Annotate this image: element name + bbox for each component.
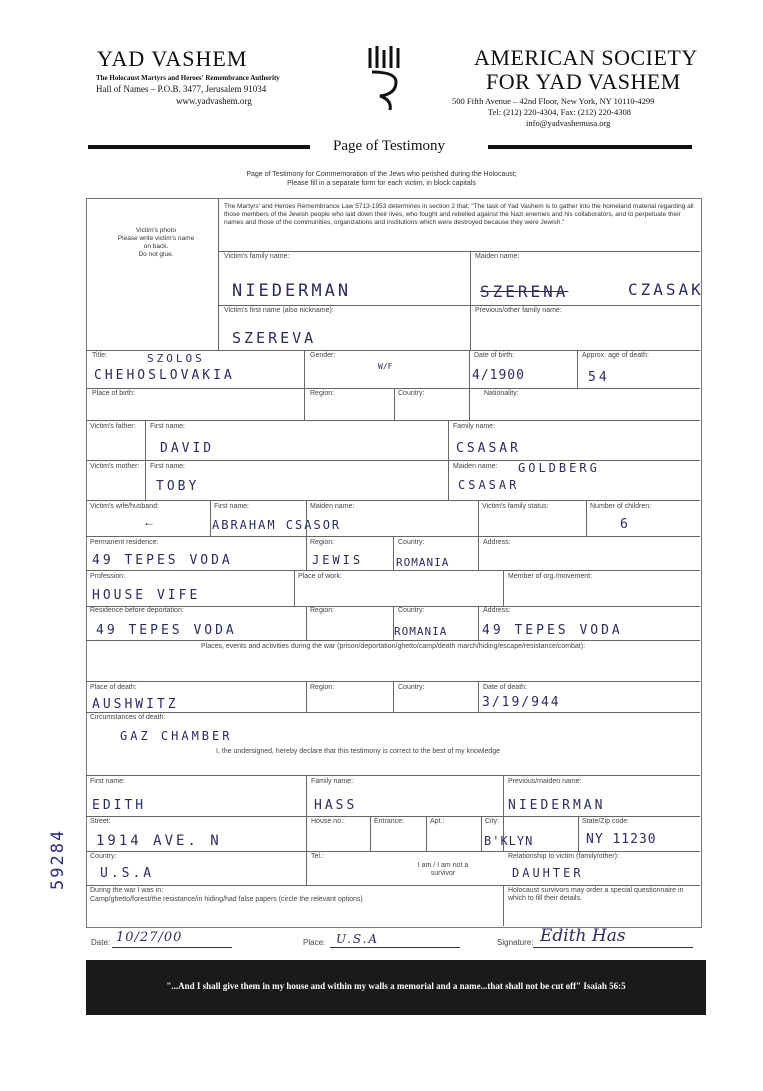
sub-country-label: Country: xyxy=(90,853,117,860)
first-name-label: Victim's first name (also nickname): xyxy=(224,307,334,314)
hall-of-names-address: Hall of Names – P.O.B. 3477, Jerusalem 91034 xyxy=(96,84,267,94)
perm-country-label: Country: xyxy=(398,539,425,546)
tel-label: Tel.: xyxy=(311,853,324,860)
house-label: House no.: xyxy=(311,818,345,825)
yad-vashem-website: www.yadvashem.org xyxy=(176,96,252,106)
photo-box-line3: on back. xyxy=(143,243,169,250)
spouse-value: ABRAHAM CSASOR xyxy=(212,518,342,532)
asyv-title-line2: FOR YAD VASHEM xyxy=(486,69,681,94)
maiden-name-label: Maiden name: xyxy=(475,253,520,260)
entrance-label: Entrance: xyxy=(374,818,404,825)
sub-first-value: EDITH xyxy=(92,798,147,813)
mother-maiden-label: Maiden name: xyxy=(453,463,498,470)
footer-bar xyxy=(86,960,706,1015)
during-war-options: Camp/ghetto/forest/the resistance/in hiding/had false papers (circle the relevant options) xyxy=(90,896,363,903)
mother-label: Victim's mother: xyxy=(90,463,140,470)
circumstances-value: GAZ CHAMBER xyxy=(120,729,233,743)
perm-region-label: Region: xyxy=(310,539,335,546)
place-death-label: Place of death: xyxy=(90,684,137,691)
survivors-note: Holocaust survivors may order a special questionnaire in which to fill their details. xyxy=(508,887,684,902)
title-rule-left xyxy=(88,145,310,149)
perm-country-value: ROMANIA xyxy=(396,556,450,569)
photo-box-line1: Victim's photo xyxy=(135,227,177,234)
state-zip-value: NY 11230 xyxy=(586,832,657,847)
city-value: B'KLYN xyxy=(484,834,534,848)
children-value: 6 xyxy=(620,517,631,532)
place-death-value: AUSHWITZ xyxy=(92,697,179,712)
res-before-value: 49 TEPES VODA xyxy=(96,623,237,638)
title-label: Title: xyxy=(92,352,107,359)
spouse-maiden-label: Maiden name: xyxy=(310,503,355,510)
title-value: SZOLOS xyxy=(147,352,205,365)
during-war-label: During the war I was in: xyxy=(90,887,164,894)
date-death-value: 3/19/944 xyxy=(482,695,561,710)
dob-value: 4/1900 xyxy=(472,368,525,383)
apt-label: Apt.: xyxy=(430,818,445,825)
res-country-value: ROMANIA xyxy=(394,625,448,638)
asyv-address: 500 Fifth Avenue – 42nd Floor, New York, NY 10110-4299 xyxy=(452,96,655,106)
first-name-value: SZEREVA xyxy=(232,329,317,347)
res-before-label: Residence before deportation: xyxy=(90,607,184,614)
maiden-name-value: CZASAK xyxy=(628,280,704,299)
archive-number: 59284 xyxy=(48,828,68,890)
mother-first-label: First name: xyxy=(150,463,186,470)
nationality-label: Nationality: xyxy=(484,390,519,397)
sub-first-label: First name: xyxy=(90,778,126,785)
photo-box-line2: Please write victim's name xyxy=(117,235,195,242)
death-country-label: Country: xyxy=(398,684,425,691)
place-value: U.S.A xyxy=(336,932,380,946)
gender-label: Gender: xyxy=(310,352,336,359)
gender-value: W/F xyxy=(378,362,393,371)
title-rule-right xyxy=(488,145,692,149)
father-family-value: CSASAR xyxy=(456,441,521,456)
res-country-label: Country: xyxy=(398,607,425,614)
family-name-value: NIEDERMAN xyxy=(232,281,352,301)
profession-label: Profession: xyxy=(90,573,126,580)
father-first-value: DAVID xyxy=(160,441,215,456)
signature-label: Signature: xyxy=(497,938,534,947)
photo-box xyxy=(96,227,216,259)
pob-region-label: Region: xyxy=(310,390,335,397)
law-text: The Martyrs' and Heroes Remembrance Law 5713-1953 determines in section 2 that: "The task of Yad Vashem is to gather into the homeland material regarding all those members of the Jewish people who laid down their lives, who fought and rebelled against the Nazi enemies and his collaborators, and to perpetuate their names and those of the communities, organizations and institutions which were destroyed because they were Jewish." xyxy=(224,203,694,226)
res-address-label: Address: xyxy=(483,607,511,614)
father-label: Victim's father: xyxy=(90,423,136,430)
family-status-label: Victim's family status: xyxy=(482,503,549,510)
places-label: Places, events and activities during the war (prison/deportation/ghetto/camp/death march/hiding/escape/resistance/combat): xyxy=(200,643,586,650)
street-value: 1914 AVE. N xyxy=(96,833,222,849)
pob-country-label: Country: xyxy=(398,390,425,397)
perm-res-label: Permanent residence: xyxy=(90,539,159,546)
father-family-label: Family name: xyxy=(453,423,496,430)
spouse-first-label: First name: xyxy=(214,503,250,510)
profession-value: HOUSE VIFE xyxy=(92,588,201,603)
sub-prev-value: NIEDERMAN xyxy=(508,798,606,813)
title-country-value: CHEHOSLOVAKIA xyxy=(94,368,235,383)
city-label: City: xyxy=(485,818,499,825)
mother-first-value: TOBY xyxy=(156,479,200,494)
photo-box-line4: Do not glue. xyxy=(138,251,174,258)
relationship-value: DAUHTER xyxy=(512,866,584,880)
perm-res-value: 49 TEPES VODA xyxy=(92,553,233,568)
dob-label: Date of birth: xyxy=(474,352,515,359)
res-address-value: 49 TEPES VODA xyxy=(482,623,623,638)
street-label: Street: xyxy=(90,818,111,825)
signature-value: Edith Has xyxy=(540,926,626,946)
spouse-label: Victim's wife/husband: xyxy=(90,503,159,510)
yad-vashem-title: YAD VASHEM xyxy=(97,46,248,71)
family-name-label: Victim's family name: xyxy=(224,253,290,260)
relationship-label: Relationship to victim (family/other): xyxy=(508,853,619,860)
country-value: U.S.A xyxy=(100,866,155,881)
previous-name-label: Previous/other family name: xyxy=(475,307,562,314)
declaration-text: I, the undersigned, hereby declare that this testimony is correct to the best of my knowledge xyxy=(216,748,501,755)
res-region-label: Region: xyxy=(310,607,335,614)
perm-region-value: JEWIS xyxy=(312,553,364,567)
intro-line-1: Page of Testimony for Commemoration of the Jews who perished during the Holocaust; xyxy=(246,171,517,178)
sub-prev-label: Previous/maiden name: xyxy=(508,778,582,785)
age-label: Approx. age of death: xyxy=(582,352,649,359)
date-value: 10/27/00 xyxy=(116,930,183,945)
circumstances-label: Circumstances of death: xyxy=(90,714,166,721)
survivor-label: I am / I am not a survivor xyxy=(417,862,469,877)
intro-line-2: Please fill in a separate form for each victim, in block capitals xyxy=(287,180,476,187)
date-death-label: Date of death: xyxy=(483,684,527,691)
father-first-label: First name: xyxy=(150,423,186,430)
maiden-crossed-value: SZERENA xyxy=(480,282,569,301)
mother-family-value: CSASAR xyxy=(458,478,520,492)
member-label: Member of org./movement: xyxy=(508,573,593,580)
asyv-phone: Tel: (212) 220-4304, Fax: (212) 220-4308 xyxy=(488,107,631,117)
state-zip-label: State/Zip code: xyxy=(582,818,630,825)
yad-vashem-logo xyxy=(366,42,406,112)
pob-label: Place of birth: xyxy=(92,390,135,397)
death-region-label: Region: xyxy=(310,684,335,691)
work-label: Place of work: xyxy=(298,573,342,580)
asyv-title-line1: AMERICAN SOCIETY xyxy=(474,45,698,70)
footer-quote: "...And I shall give them in my house and within my walls a memorial and a name...that shall not be cut off" Isaiah 56:5 xyxy=(166,981,626,991)
asyv-email: info@yadvashemusa.org xyxy=(526,118,611,128)
form-title: Page of Testimony xyxy=(333,138,445,154)
sub-family-label: Family name: xyxy=(311,778,354,785)
sub-family-value: HASS xyxy=(314,798,358,813)
arrow-left-icon: ← xyxy=(143,515,155,529)
yad-vashem-subtitle: The Holocaust Martyrs and Heroes' Remembrance Authority xyxy=(96,74,280,82)
perm-address-label: Address: xyxy=(483,539,511,546)
age-value: 54 xyxy=(588,370,610,385)
date-label: Date: xyxy=(91,938,111,947)
mother-maiden-value: GOLDBERG xyxy=(518,461,600,475)
children-label: Number of children: xyxy=(590,503,652,510)
place-label: Place: xyxy=(303,938,326,947)
